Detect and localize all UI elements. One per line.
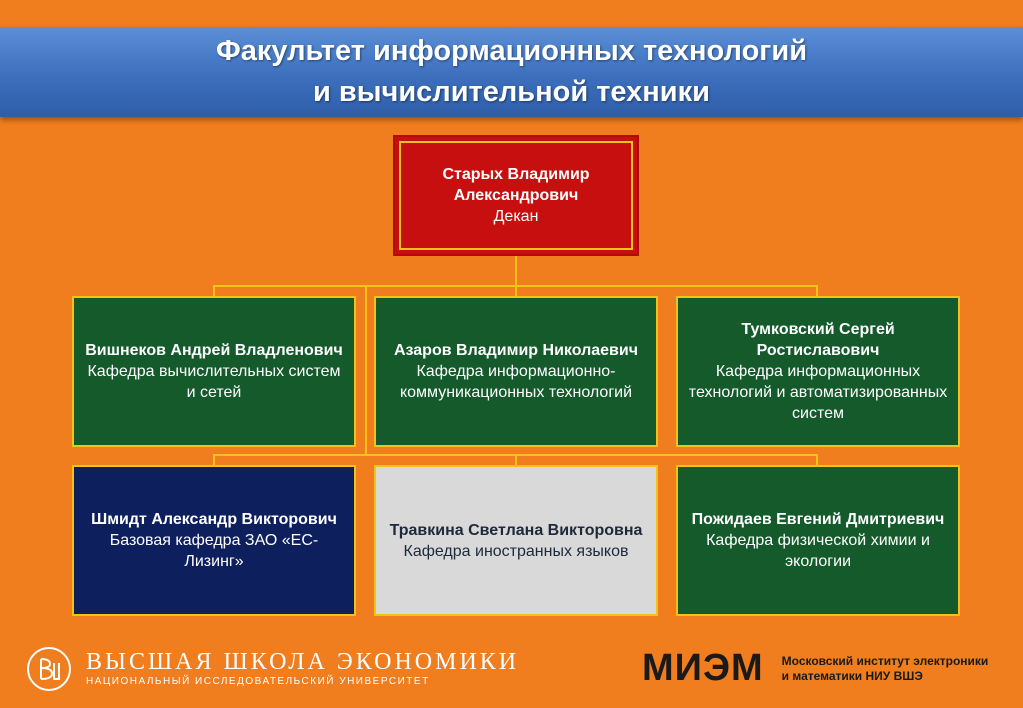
hse-emblem-icon: [26, 646, 72, 692]
miem-name-line-2: и математики НИУ ВШЭ: [781, 668, 923, 683]
department-box-3: [676, 296, 960, 447]
department-head-name: Травкина Светлана Викторовна: [389, 521, 643, 539]
department-title: Кафедра информационно-коммуникационных технологий: [399, 363, 633, 401]
title-line-2: и вычислительной техники: [313, 76, 710, 108]
department-box-4: [72, 465, 356, 616]
page-title: [0, 27, 1023, 117]
department-box-6: [676, 465, 960, 616]
department-title: Кафедра информационных технологий и автоматизированных систем: [688, 363, 948, 422]
department-box-5: [374, 465, 658, 616]
department-title: Кафедра вычислительных систем и сетей: [87, 363, 341, 401]
dean-role: Декан: [493, 208, 539, 225]
dean-name: Старых Владимир Александрович: [442, 166, 590, 204]
miem-name-line-1: Московский институт электроники: [781, 653, 989, 668]
connector-dean-vertical: [515, 256, 517, 286]
department-head-name: Пожидаев Евгений Дмитриевич: [691, 511, 945, 528]
miem-logo-mark: МИЭМ: [642, 647, 764, 689]
hse-title: ВЫСШАЯ ШКОЛА ЭКОНОМИКИ: [86, 649, 520, 675]
department-title: Базовая кафедра ЗАО «ЕС-Лизинг»: [109, 532, 319, 570]
department-title: Кафедра иностранных языков: [403, 542, 629, 560]
department-box-1: [72, 296, 356, 447]
department-box-2: [374, 296, 658, 447]
department-head-name: Вишнеков Андрей Владленович: [85, 342, 343, 359]
connector-trunk: [365, 285, 367, 455]
department-head-name: Шмидт Александр Викторович: [91, 511, 337, 528]
miem-logo: [642, 647, 988, 690]
department-head-name: Азаров Владимир Николаевич: [393, 342, 638, 359]
hse-logo: [26, 644, 519, 694]
hse-subtitle: НАЦИОНАЛЬНЫЙ ИССЛЕДОВАТЕЛЬСКИЙ УНИВЕРСИТЕТ: [86, 676, 430, 687]
title-line-1: Факультет информационных технологий: [215, 35, 808, 67]
department-head-name: Тумковский Сергей Ростиславович: [741, 321, 895, 359]
department-title: Кафедра физической химии и экологии: [706, 532, 930, 570]
dean-box: [399, 141, 633, 250]
